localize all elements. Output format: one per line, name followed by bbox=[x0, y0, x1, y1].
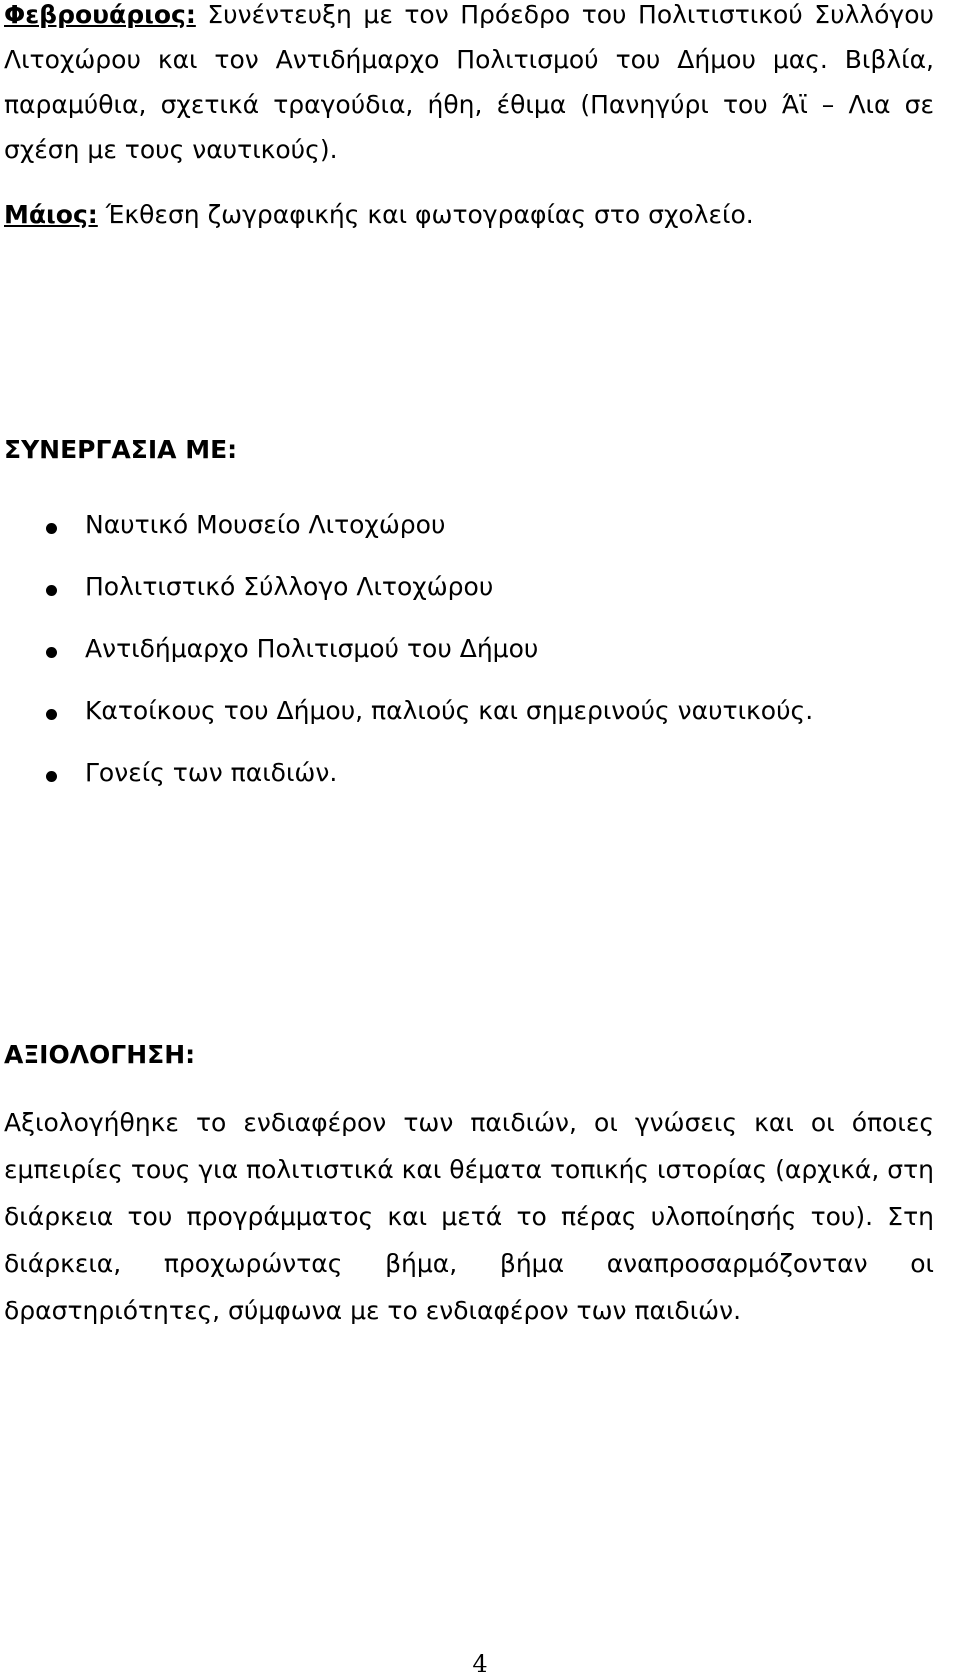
evaluation-heading: ΑΞΙΟΛΟΓΗΣΗ: bbox=[4, 1040, 196, 1069]
page-number: 4 bbox=[472, 1650, 488, 1678]
bullet-icon bbox=[46, 585, 57, 596]
list-item-text: Κατοίκους του Δήμου, παλιούς και σημερινούς ναυτικούς. bbox=[85, 696, 814, 725]
may-text: Έκθεση ζωγραφικής και φωτογραφίας στο σχολείο. bbox=[97, 200, 754, 229]
may-label: Μάιος: bbox=[4, 200, 98, 229]
list-item-text: Πολιτιστικό Σύλλογο Λιτοχώρου bbox=[85, 572, 494, 601]
bullet-icon bbox=[46, 771, 57, 782]
february-text: Συνέντευξη με τον Πρόεδρο του Πολιτιστικού Συλλόγου Λιτοχώρου και τον Αντιδήμαρχο Πολιτισμού του Δήμου μας. Βιβλία, παραμύθια, σχετικά τραγούδια, ήθη, έθιμα (Πανηγύρι του Άϊ – Λια σε σχέση με τους ναυτικούς). bbox=[4, 0, 934, 164]
bullet-icon bbox=[46, 709, 57, 720]
list-item-text: Ναυτικό Μουσείο Λιτοχώρου bbox=[85, 510, 446, 539]
may-paragraph bbox=[4, 192, 934, 237]
february-paragraph bbox=[4, 0, 934, 172]
list-item-text: Αντιδήμαρχο Πολιτισμού του Δήμου bbox=[85, 634, 539, 663]
evaluation-paragraph: Αξιολογήθηκε το ενδιαφέρον των παιδιών, οι γνώσεις και οι όποιες εμπειρίες τους για πολιτιστικά και θέματα τοπικής ιστορίας (αρχικά, στη διάρκεια του προγράμματος και μετά το πέρας υλοποίησής του). Στη διάρκεια, προχωρώντας βήμα, βήμα αναπροσαρμόζονταν οι δραστηριότητες, σύμφωνα με το ενδιαφέρον των παιδιών. bbox=[4, 1108, 934, 1325]
cooperation-heading: ΣΥΝΕΡΓΑΣΙΑ ΜΕ: bbox=[4, 435, 238, 464]
bullet-icon bbox=[46, 647, 57, 658]
february-label: Φεβρουάριος: bbox=[4, 0, 196, 29]
bullet-icon bbox=[46, 523, 57, 534]
list-item-text: Γονείς των παιδιών. bbox=[85, 758, 338, 787]
